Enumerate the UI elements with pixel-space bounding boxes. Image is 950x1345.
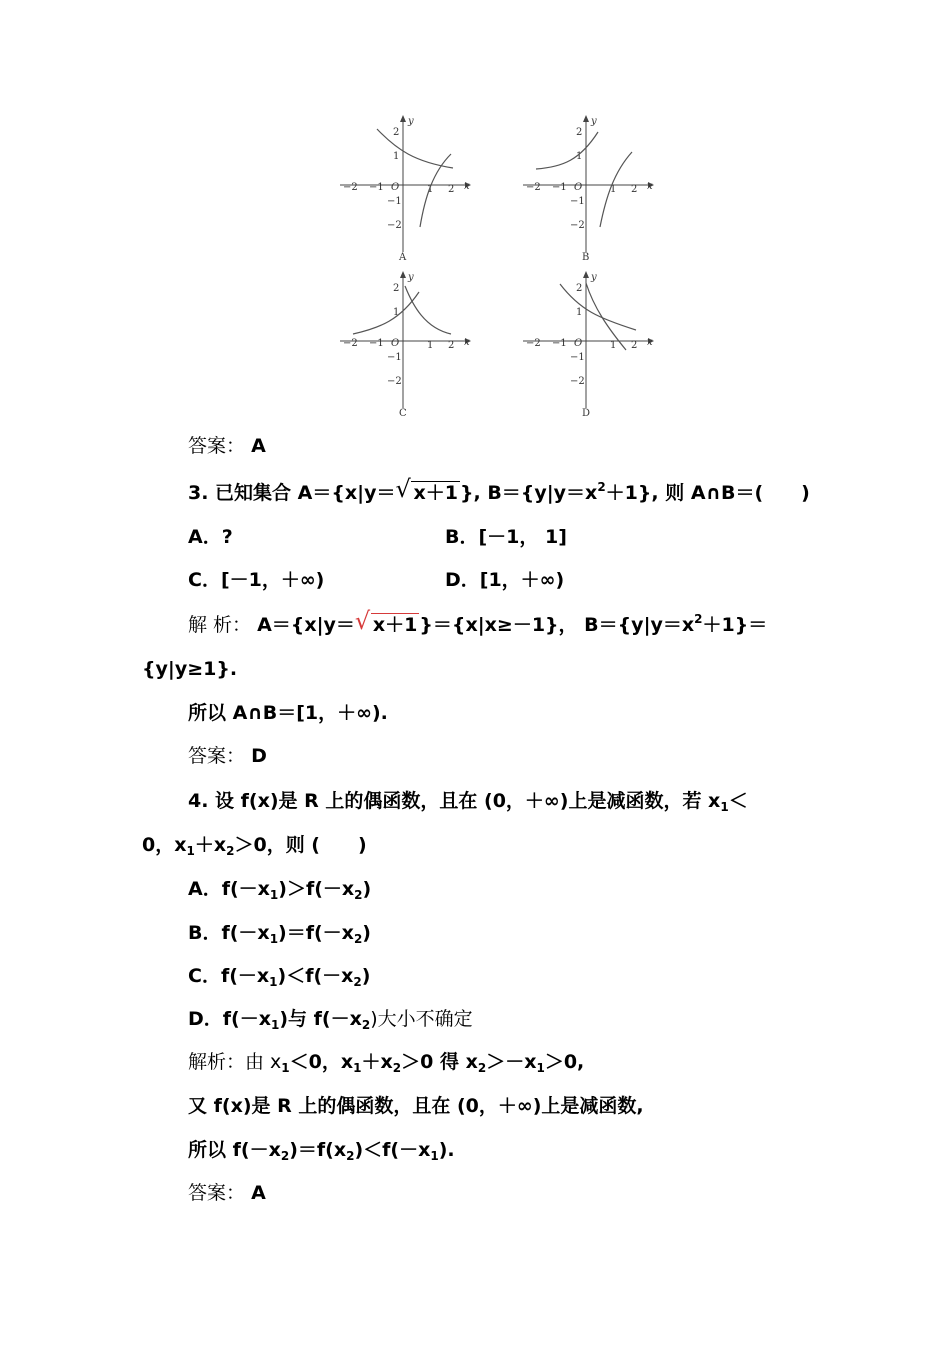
label-x: x (647, 337, 653, 348)
solution-text: ＋x (361, 1051, 393, 1073)
option-text: )＜f(－x (277, 965, 354, 987)
q3-prefix: 3. 已知集合 (188, 482, 298, 504)
tick-x-1: 1 (427, 340, 434, 351)
q4-solution-line-2 (188, 1093, 644, 1119)
sqrt-content: x＋1 (413, 482, 458, 504)
tick-x-neg1: −1 (369, 338, 384, 349)
graph-c-curve-1 (353, 292, 419, 334)
answer-value: A (251, 1182, 266, 1204)
q4-option-a (188, 876, 371, 902)
q4-text: ＜ (728, 790, 748, 812)
graph-d-curve-1 (560, 284, 636, 330)
tick-x-neg2: −2 (526, 182, 541, 193)
tick-y-1: 1 (393, 151, 400, 162)
subscript: 1 (269, 975, 278, 989)
superscript: 2 (694, 612, 703, 626)
subscript: 1 (270, 1018, 280, 1032)
option-text: A．? (188, 526, 233, 548)
subscript: 1 (720, 800, 729, 814)
solution-label: 解 析： (188, 614, 252, 636)
q3-solution-line-1 (188, 607, 768, 638)
answer-value: D (251, 745, 267, 767)
q3-option-c (188, 567, 324, 593)
option-text: )大小不确定 (370, 1008, 473, 1030)
answer-4 (188, 1180, 266, 1206)
q3-set-b: }, B＝{y|y＝x (459, 482, 598, 504)
label-x: x (464, 181, 470, 192)
label-x: x (647, 181, 653, 192)
tick-y-neg2: −2 (387, 376, 402, 387)
option-text: )与 f(－x (279, 1008, 362, 1030)
tick-x-2: 2 (631, 340, 638, 351)
tick-x-2: 2 (448, 340, 455, 351)
label-y: y (408, 272, 414, 283)
solution-text: A＝{x|y＝ (257, 614, 355, 636)
solution-text: ＋1}＝ (702, 614, 768, 636)
graph-c (335, 268, 480, 423)
graph-b-curve-1 (536, 132, 598, 169)
label-y: y (591, 116, 597, 127)
option-text: C．f(－x (188, 965, 270, 987)
tick-origin: O (391, 338, 400, 349)
option-text: A．f(－x (188, 878, 270, 900)
tick-y-2: 2 (393, 127, 400, 138)
tick-y-2: 2 (576, 283, 583, 294)
q4-solution-line-3 (188, 1137, 455, 1163)
subscript: 2 (477, 1061, 487, 1075)
q3-option-b (445, 524, 567, 550)
tick-y-neg1: −1 (387, 352, 402, 363)
sqrt-content: x＋1 (372, 614, 418, 636)
option-text: D．f(－x (188, 1008, 271, 1030)
tick-origin: O (574, 338, 583, 349)
option-text: ) (362, 878, 372, 900)
answer-label: 答案： (188, 435, 246, 457)
label-y: y (408, 116, 414, 127)
option-text: )＝f(－x (278, 922, 354, 944)
solution-text: 所以 A∩B＝[1，＋∞). (188, 702, 388, 724)
tick-x-2: 2 (448, 184, 455, 195)
answer-label: 答案： (188, 1182, 246, 1204)
subscript: 1 (186, 844, 195, 858)
subscript: 2 (354, 888, 363, 902)
tick-x-neg2: −2 (343, 338, 358, 349)
q3-solution-line-3 (188, 700, 388, 726)
tick-y-neg1: −1 (570, 196, 585, 207)
graph-a (335, 112, 480, 267)
question-3 (188, 475, 810, 506)
subscript: 1 (269, 888, 279, 902)
q3-solution-line-2 (142, 656, 237, 682)
q3-question: ＋1}, 则 A∩B＝( ) (605, 482, 810, 504)
solution-text: 所以 f(－x (188, 1139, 281, 1161)
graph-c-curve-2 (405, 286, 451, 334)
option-text: ) (362, 922, 371, 944)
subscript: 1 (353, 1061, 362, 1075)
tick-y-2: 2 (393, 283, 400, 294)
sqrt-expression: √ x＋1 (354, 607, 418, 636)
solution-text: 解析：由 x (188, 1051, 282, 1073)
answer-2 (188, 433, 266, 459)
solution-text: }＝{x|x≥－1}， B＝{y|y＝x (419, 614, 695, 636)
subscript: 2 (346, 1149, 355, 1163)
label-x: x (464, 337, 470, 348)
subscript: 2 (280, 1149, 290, 1163)
tick-y-neg1: −1 (387, 196, 402, 207)
q4-option-c (188, 963, 370, 989)
tick-x-2: 2 (631, 184, 638, 195)
subscript: 2 (353, 975, 362, 989)
option-text: B．f(－x (188, 922, 270, 944)
option-text: D．[1，＋∞) (445, 569, 565, 591)
solution-text: 又 f(x)是 R 上的偶函数，且在 (0，＋∞)上是减函数, (188, 1095, 644, 1117)
subscript: 1 (281, 1061, 290, 1075)
option-text: ) (361, 965, 371, 987)
solution-text: ). (438, 1139, 455, 1161)
option-text: B．[－1， 1] (445, 526, 567, 548)
tick-y-neg2: −2 (570, 376, 585, 387)
graph-d-curve-2 (586, 283, 626, 350)
tick-x-neg2: −2 (526, 338, 541, 349)
tick-y-1: 1 (576, 151, 583, 162)
q4-text: ＋x (194, 834, 227, 856)
q3-option-a (188, 524, 233, 550)
tick-origin: O (574, 182, 583, 193)
tick-x-neg2: −2 (343, 182, 358, 193)
tick-y-neg1: −1 (570, 352, 585, 363)
tick-origin: O (391, 182, 400, 193)
question-4-line-2 (142, 832, 367, 858)
subscript: 1 (536, 1061, 545, 1075)
graph-b-letter: B (582, 252, 590, 263)
q4-option-d (188, 1006, 473, 1032)
q4-solution-line-1 (188, 1049, 584, 1075)
graph-a-curve-1 (377, 129, 453, 168)
solution-text: )＜f(－x (354, 1139, 431, 1161)
graph-a-letter: A (399, 252, 407, 263)
answer-3 (188, 743, 267, 769)
tick-x-neg1: −1 (552, 182, 567, 193)
solution-text: ＞0, (544, 1051, 585, 1073)
sqrt-expression: √ x＋1 (395, 475, 458, 504)
solution-text: {y|y≥1}. (142, 658, 238, 680)
graph-d (518, 268, 663, 423)
tick-y-1: 1 (393, 307, 400, 318)
answer-value: A (251, 435, 266, 457)
option-text: C．[－1，＋∞) (188, 569, 325, 591)
tick-y-neg2: −2 (387, 220, 402, 231)
q4-option-b (188, 920, 371, 946)
subscript: 2 (353, 932, 363, 946)
question-4-line-1 (188, 788, 748, 814)
tick-x-neg1: −1 (369, 182, 384, 193)
subscript: 2 (361, 1018, 371, 1032)
subscript: 1 (269, 932, 279, 946)
option-text: )＞f(－x (278, 878, 355, 900)
subscript: 2 (226, 844, 235, 858)
graph-d-letter: D (582, 408, 591, 419)
subscript: 2 (392, 1061, 402, 1075)
solution-text: ＞0 得 x (401, 1051, 478, 1073)
superscript: 2 (597, 480, 606, 494)
q4-text: 0，x (142, 834, 187, 856)
tick-x-neg1: −1 (552, 338, 567, 349)
label-y: y (591, 272, 597, 283)
tick-x-1: 1 (427, 184, 434, 195)
solution-text: )＝f(x (289, 1139, 347, 1161)
solution-text: ＜0，x (289, 1051, 354, 1073)
q4-text: ＞0，则 ( ) (234, 834, 367, 856)
tick-x-1: 1 (610, 184, 617, 195)
tick-x-1: 1 (610, 340, 617, 351)
graph-c-letter: C (399, 408, 407, 419)
graph-b (518, 112, 663, 267)
q4-text: 4. 设 f(x)是 R 上的偶函数，且在 (0，＋∞)上是减函数，若 x (188, 790, 721, 812)
q3-option-d (445, 567, 564, 593)
q3-set-a: A＝{x|y＝ (297, 482, 396, 504)
answer-label: 答案： (188, 745, 246, 767)
tick-y-neg2: −2 (570, 220, 585, 231)
subscript: 1 (430, 1149, 439, 1163)
tick-y-2: 2 (576, 127, 583, 138)
solution-text: ＞－x (486, 1051, 537, 1073)
tick-y-1: 1 (576, 307, 583, 318)
